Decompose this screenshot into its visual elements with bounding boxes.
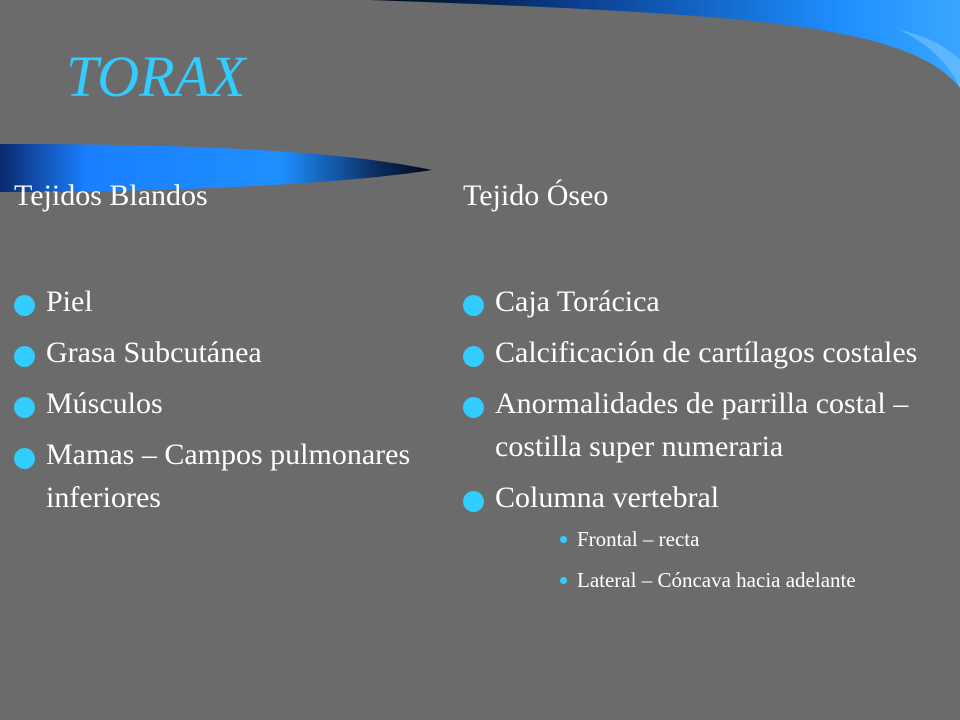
left-column-heading: Tejidos Blandos [14,179,208,212]
sub-list-item [560,527,943,551]
list-item [463,280,943,323]
bullet-icon [463,491,484,512]
list-item [14,331,434,374]
list-item [14,382,434,425]
sub-bullet-icon [560,536,567,543]
bullet-icon [14,295,35,316]
top-right-swoosh [370,0,960,88]
list-item [463,476,943,519]
list-item-text: Caja Torácica [495,285,660,318]
left-bullet-list [14,280,434,519]
sub-list-item-text: Frontal – recta [577,527,700,551]
bullet-icon [14,448,35,469]
slide-title: TORAX [66,44,246,109]
sub-list-item-text: Lateral – Cóncava hacia adelante [577,568,856,592]
bullet-icon [14,397,35,418]
list-item-text: Piel [46,285,93,318]
list-item-text: Mamas – Campos pulmonares inferiores [46,438,411,514]
bullet-icon [463,346,484,367]
right-column-heading: Tejido Óseo [463,179,609,212]
list-item [463,331,943,374]
bullet-icon [14,346,35,367]
list-item [14,280,434,323]
list-item [463,382,943,468]
right-sub-bullet-list [463,527,943,592]
list-item-text: Músculos [46,387,163,420]
list-item [14,433,434,519]
list-item-text: Columna vertebral [495,481,720,514]
list-item-text: Calcificación de cartílagos costales [495,336,918,369]
bullet-icon [463,295,484,316]
bullet-icon [463,397,484,418]
sub-bullet-icon [560,577,567,584]
sub-list-item [560,568,943,592]
left-column [14,176,434,527]
right-column [463,176,943,609]
list-item-text: Grasa Subcutánea [46,336,262,369]
list-item-text: Anormalidades de parrilla costal – costilla super numeraria [495,387,909,463]
right-bullet-list [463,280,943,519]
